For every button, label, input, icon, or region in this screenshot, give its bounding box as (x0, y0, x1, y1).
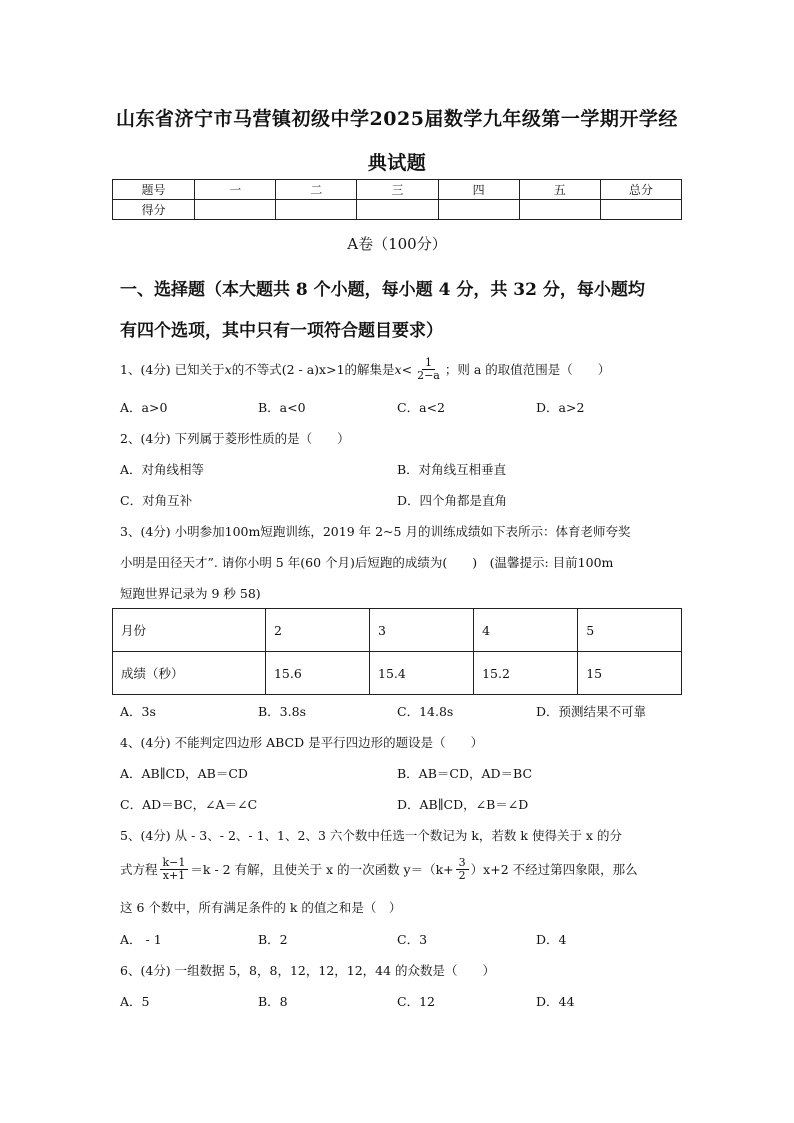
q6-option-a[interactable]: A．5 (120, 994, 150, 1009)
q3-table-cell: 3 (370, 609, 474, 652)
q4-option-c[interactable]: C．AD＝BC，∠A＝∠C (120, 797, 258, 812)
q3-table-cell: 5 (578, 609, 682, 652)
score-cell: 总分 (600, 180, 681, 200)
q1-suffix: ；则 a 的取值范围是（ ） (444, 362, 611, 377)
q5-line2-b: ＝k - 2 有解，且使关于 x 的一次函数 y＝（k+ (190, 862, 454, 877)
score-blank-cell[interactable] (195, 200, 276, 220)
q3-table-cell: 15 (578, 652, 682, 695)
q3-table-cell: 15.6 (265, 652, 369, 695)
q6-option-c[interactable]: C．12 (397, 994, 435, 1009)
q3-data-table (112, 608, 682, 695)
question-2: 2、(4分) 下列属于菱形性质的是（ ） (120, 431, 350, 446)
score-cell: 三 (357, 180, 438, 200)
q3-option-c[interactable]: C．14.8s (397, 704, 454, 719)
score-table (112, 179, 682, 220)
q1-prefix: 1、(4分) 已知关于 (120, 362, 225, 377)
question-5-line1: 5、(4分) 从 - 3、- 2、- 1、1、2、3 六个数中任选一个数记为 k，若数 k 使得关于 x 的分 (120, 828, 622, 843)
q5-frac1-denominator: x+1 (162, 868, 186, 882)
q4-option-a[interactable]: A．AB∥CD，AB＝CD (120, 766, 248, 781)
score-table-header-row (113, 180, 682, 200)
q1-inequality: (2 - a)x>1 (281, 361, 345, 377)
q3-option-d[interactable]: D．预测结果不可靠 (536, 704, 647, 719)
document-title-line2: 典试题 (367, 152, 427, 174)
q3-table-cell: 2 (265, 609, 369, 652)
question-6: 6、(4分) 一组数据 5，8，8，12，12，12，44 的众数是（ ） (120, 963, 496, 978)
q1-var-x: x (224, 361, 232, 377)
q6-option-d[interactable]: D．44 (536, 994, 575, 1009)
q1-frac-denominator: 2−a (417, 368, 440, 382)
score-blank-cell[interactable] (600, 200, 681, 220)
q5-option-c[interactable]: C．3 (397, 932, 428, 947)
q5-line2-a: 式方程 (120, 862, 158, 877)
q2-option-a[interactable]: A．对角线相等 (120, 462, 205, 477)
score-blank-cell[interactable] (357, 200, 438, 220)
section-heading-line1: 一、选择题（本大题共 8 个小题，每小题 4 分，共 32 分，每小题均 (120, 280, 645, 300)
q3-table-row-month (113, 609, 682, 652)
q5-option-b[interactable]: B．2 (258, 932, 288, 947)
q1-frac-numerator: 1 (422, 357, 435, 370)
question-5-line3: 这 6 个数中，所有满足条件的 k 的值之和是（ ） (120, 900, 402, 915)
q5-frac2-denominator: 2 (458, 868, 466, 882)
q3-table-cell: 15.4 (370, 652, 474, 695)
q2-option-b[interactable]: B．对角线互相垂直 (397, 462, 507, 477)
question-5-line2 (120, 850, 638, 888)
question-4: 4、(4分) 不能判定四边形 ABCD 是平行四边形的题设是（ ） (120, 735, 484, 750)
score-cell: 得分 (113, 200, 195, 220)
q3-option-b[interactable]: B．3.8s (258, 704, 306, 719)
q1-mid2: 的解集是 (344, 362, 395, 377)
q1-option-a[interactable]: A．a>0 (120, 400, 168, 415)
question-1 (120, 351, 610, 387)
score-cell: 一 (195, 180, 276, 200)
volume-label: A卷（100分） (347, 235, 447, 253)
q1-option-c[interactable]: C．a<2 (397, 400, 445, 415)
q5-frac1-numerator: k−1 (160, 857, 189, 870)
question-3-line3: 短跑世界记录为 9 秒 58) (120, 586, 261, 601)
score-blank-cell[interactable] (438, 200, 519, 220)
question-3-line1: 3、(4分) 小明参加100m短跑训练，2019 年 2~5 月的训练成绩如下表所示：体育老师夸奖 (120, 524, 631, 539)
q1-option-d[interactable]: D．a>2 (536, 400, 585, 415)
q6-option-b[interactable]: B．8 (258, 994, 288, 1009)
score-cell: 二 (276, 180, 357, 200)
score-cell: 四 (438, 180, 519, 200)
document-title-line1: 山东省济宁市马营镇初级中学2025届数学九年级第一学期开学经 (116, 108, 678, 130)
q4-option-b[interactable]: B．AB＝CD，AD＝BC (397, 766, 533, 781)
question-3-line2: 小明是田径天才”. 请你小明 5 年(60 个月)后短跑的成绩为( ) (温馨提示: 目前100m (120, 555, 614, 570)
q3-table-cell: 15.2 (474, 652, 578, 695)
q2-option-d[interactable]: D．四个角都是直角 (397, 493, 508, 508)
q1-fraction (414, 357, 443, 381)
q3-table-row-score (113, 652, 682, 695)
q3-table-cell: 4 (474, 609, 578, 652)
score-cell: 五 (519, 180, 600, 200)
q2-option-c[interactable]: C．对角互补 (120, 493, 193, 508)
score-blank-cell[interactable] (519, 200, 600, 220)
q1-x-lt: x< (394, 361, 413, 377)
q5-fraction-2 (456, 857, 469, 881)
q1-option-b[interactable]: B．a<0 (258, 400, 306, 415)
q3-table-cell: 月份 (113, 609, 266, 652)
score-cell: 题号 (113, 180, 195, 200)
q4-option-d[interactable]: D．AB∥CD，∠B＝∠D (397, 797, 529, 812)
score-table-score-row (113, 200, 682, 220)
score-blank-cell[interactable] (276, 200, 357, 220)
q5-line2-c: ）x+2 不经过第四象限，那么 (470, 862, 638, 877)
q5-option-a[interactable]: A． - 1 (120, 932, 162, 947)
q5-fraction-1 (160, 857, 189, 881)
q5-frac2-numerator: 3 (456, 857, 469, 870)
q3-option-a[interactable]: A．3s (120, 704, 156, 719)
q1-mid1: 的不等式 (231, 362, 282, 377)
q3-table-cell: 成绩（秒） (113, 652, 266, 695)
q5-option-d[interactable]: D．4 (536, 932, 567, 947)
section-heading-line2: 有四个选项，其中只有一项符合题目要求） (120, 321, 443, 341)
